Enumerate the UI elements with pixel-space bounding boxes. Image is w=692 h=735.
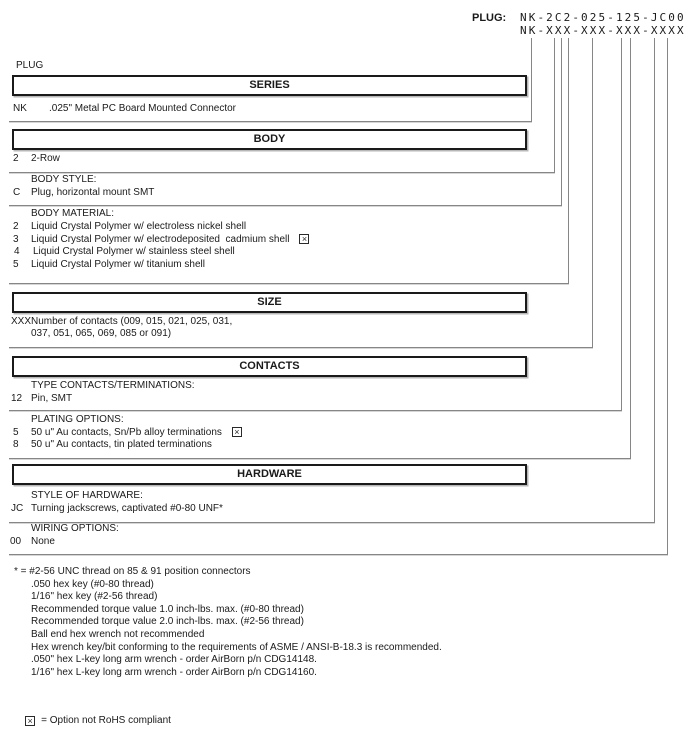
connector-line-type-contacts-v	[621, 38, 622, 410]
subsection-label-type-contacts: TYPE CONTACTS/TERMINATIONS:	[31, 380, 195, 391]
option-desc-type-contacts: Pin, SMT	[31, 393, 73, 404]
part-number-example: NK-2C2-025-125-JC00	[520, 11, 686, 24]
plug-part-number-label: PLUG:	[472, 12, 507, 24]
connector-line-body-v	[554, 38, 555, 172]
option-code-body: 2	[13, 153, 19, 164]
footnote-line: Ball end hex wrench not recommended	[31, 628, 205, 640]
section-divider-plating	[9, 458, 631, 459]
connector-line-body-material-v	[568, 38, 569, 283]
option-code: 4	[14, 246, 20, 257]
section-header-hardware-label: HARDWARE	[237, 468, 302, 480]
footnote-line: * = #2-56 UNC thread on 85 & 91 position connectors	[14, 566, 251, 577]
section-divider-type-contacts	[9, 410, 622, 411]
option-code-wiring: 00	[10, 536, 22, 547]
option-desc-hardware-style: Turning jackscrews, captivated #0-80 UNF*	[31, 503, 223, 514]
section-divider-wiring	[9, 554, 668, 555]
option-code: 2	[13, 221, 19, 232]
section-divider-size	[9, 347, 593, 348]
footnote-line: Recommended torque value 2.0 inch-lbs. max. (#2-56 thread)	[31, 616, 304, 628]
footnotes-block	[14, 566, 442, 679]
option-desc-body: 2-Row	[31, 153, 60, 164]
part-number-template: NK-XXX-XXX-XXX-XXXX	[520, 24, 686, 37]
option-code: 3	[13, 234, 19, 245]
rohs-legend	[14, 703, 171, 735]
option-desc-size-line1: Number of contacts (009, 015, 021, 025, 031,	[31, 316, 233, 327]
connector-line-wiring-v	[667, 38, 668, 554]
not-rohs-icon: ×	[25, 716, 35, 726]
option-desc: Liquid Crystal Polymer w/ titanium shell	[31, 259, 205, 270]
section-header-series	[12, 75, 527, 96]
footnote-line: 1/16" hex L-key long arm wrench - order AirBorn p/n CDG14160.	[31, 666, 317, 678]
footnote-line: Recommended torque value 1.0 inch-lbs. max. (#0-80 thread)	[31, 603, 304, 615]
subsection-label-plating: PLATING OPTIONS:	[31, 414, 124, 425]
footnote-line: Hex wrench key/bit conforming to the requirements of ASME / ANSI-B-18.3 is recommended.	[31, 641, 442, 653]
option-code-type-contacts: 12	[11, 393, 23, 404]
option-code-hardware-style: JC	[11, 503, 24, 514]
subsection-label-body-material: BODY MATERIAL:	[31, 208, 114, 219]
option-code: 5	[13, 259, 19, 270]
section-header-body-label: BODY	[253, 133, 286, 145]
footnote-line: .050" hex L-key long arm wrench - order AirBorn p/n CDG14148.	[31, 654, 317, 666]
option-desc-size-line2: 037, 051, 065, 069, 085 or 091)	[31, 328, 172, 339]
connector-line-body-style-v	[561, 38, 562, 205]
option-desc-body-style: Plug, horizontal mount SMT	[31, 187, 155, 198]
rohs-legend-text: = Option not RoHS compliant	[41, 715, 171, 726]
connector-line-hardware-style-v	[654, 38, 655, 522]
option-code-series: NK	[13, 103, 27, 114]
section-header-contacts-label: CONTACTS	[239, 360, 300, 372]
option-desc: Liquid Crystal Polymer w/ electrodeposited cadmium shell ×	[31, 234, 309, 246]
option-desc: Liquid Crystal Polymer w/ electroless nickel shell	[31, 221, 247, 232]
subsection-label-wiring: WIRING OPTIONS:	[31, 523, 119, 534]
section-header-body	[12, 129, 527, 150]
option-desc-wiring: None	[31, 536, 55, 547]
subsection-label-body-style: BODY STYLE:	[31, 174, 97, 185]
not-rohs-icon: ×	[232, 427, 242, 437]
section-divider-body-material	[9, 283, 569, 284]
connector-line-size-v	[592, 38, 593, 347]
section-divider-series	[9, 121, 532, 122]
not-rohs-icon: ×	[299, 234, 309, 244]
section-divider-body	[9, 172, 555, 173]
option-desc: 50 u" Au contacts, tin plated terminations	[31, 439, 212, 450]
section-divider-body-style	[9, 205, 562, 206]
subsection-label-hardware-style: STYLE OF HARDWARE:	[31, 490, 143, 501]
footnote-line: .050 hex key (#0-80 thread)	[31, 578, 154, 590]
section-header-size	[12, 292, 527, 313]
section-header-hardware	[12, 464, 527, 485]
connector-line-plating-v	[630, 38, 631, 458]
diagram-plug-label: PLUG	[16, 60, 44, 71]
option-desc: 50 u" Au contacts, Sn/Pb alloy terminations ×	[31, 427, 242, 439]
option-code-body-style: C	[13, 187, 21, 198]
section-header-size-label: SIZE	[257, 296, 282, 308]
option-code-size: XXX	[11, 316, 32, 327]
option-desc-series: .025" Metal PC Board Mounted Connector	[49, 103, 236, 114]
footnote-line: 1/16" hex key (#2-56 thread)	[31, 591, 158, 603]
section-header-contacts	[12, 356, 527, 377]
option-desc: Liquid Crystal Polymer w/ stainless steel shell	[33, 246, 235, 257]
option-code: 8	[13, 439, 19, 450]
option-code: 5	[13, 427, 19, 438]
section-header-series-label: SERIES	[249, 79, 290, 91]
connector-line-series-v	[531, 38, 532, 121]
